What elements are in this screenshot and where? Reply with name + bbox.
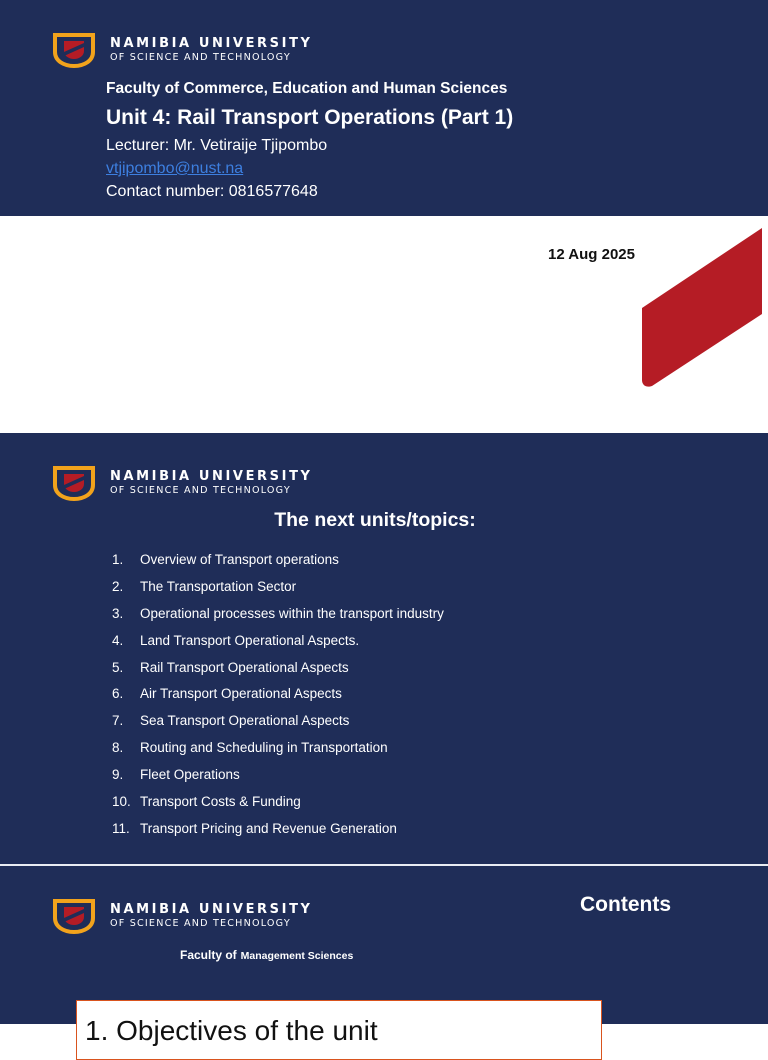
- topic-item: [112, 600, 444, 627]
- unit-title: Unit 4: Rail Transport Operations (Part 1): [106, 106, 514, 129]
- topic-number: 3.: [112, 605, 124, 621]
- topic-label: Land Transport Operational Aspects.: [140, 632, 360, 648]
- topic-number: 5.: [112, 659, 124, 675]
- topic-item: [112, 815, 444, 842]
- topic-item: [112, 761, 444, 788]
- topic-label: The Transportation Sector: [140, 578, 297, 594]
- logo-line-1: NAMIBIA UNIVERSITY: [110, 36, 313, 52]
- topic-number: 4.: [112, 632, 124, 648]
- topic-item: [112, 546, 444, 573]
- university-logo: [52, 32, 313, 68]
- email-link[interactable]: vtjipombo@nust.na: [106, 160, 244, 177]
- university-logo: [52, 898, 313, 934]
- topic-item: [112, 680, 444, 707]
- topic-label: Rail Transport Operational Aspects: [140, 659, 349, 675]
- red-parallelogram-decoration: [640, 228, 768, 388]
- lecturer-name: Lecturer: Mr. Vetiraije Tjipombo: [106, 137, 328, 154]
- topics-slide: [0, 433, 768, 864]
- logo-line-2: OF SCIENCE AND TECHNOLOGY: [110, 52, 291, 64]
- topic-label: Operational processes within the transport industry: [140, 605, 444, 621]
- shield-logo-icon: [52, 898, 96, 934]
- topic-number: 1.: [112, 551, 124, 567]
- title-slide-footer: [0, 216, 768, 433]
- topic-number: 10.: [112, 793, 131, 809]
- topic-label: Air Transport Operational Aspects: [140, 686, 342, 702]
- topic-list: [112, 546, 444, 842]
- title-slide-header: [0, 0, 768, 216]
- shield-logo-icon: [52, 465, 96, 501]
- faculty-sub: Management Sciences: [240, 950, 354, 962]
- topic-label: Fleet Operations: [140, 767, 240, 783]
- shield-logo-icon: [52, 32, 96, 68]
- logo-line-1: NAMIBIA UNIVERSITY: [110, 469, 313, 485]
- topic-item: [112, 707, 444, 734]
- topic-number: 8.: [112, 740, 124, 756]
- topic-number: 11.: [112, 820, 130, 836]
- contents-first-item: 1. Objectives of the unit: [85, 1015, 378, 1046]
- faculty-name: Faculty of Commerce, Education and Human Sciences: [106, 80, 508, 97]
- topic-label: Overview of Transport operations: [140, 551, 339, 567]
- contents-slide: [0, 866, 768, 1046]
- topic-item: [112, 654, 444, 681]
- topic-item: [112, 734, 444, 761]
- slide-date: 12 Aug 2025: [548, 246, 635, 263]
- faculty-prefix: Faculty of: [180, 948, 237, 962]
- topics-title: The next units/topics:: [274, 509, 476, 531]
- topic-item: [112, 627, 444, 654]
- faculty-label: [180, 948, 353, 962]
- topic-number: 7.: [112, 713, 124, 729]
- topic-number: 6.: [112, 686, 124, 702]
- topic-item: [112, 788, 444, 815]
- topic-number: 2.: [112, 578, 124, 594]
- logo-line-2: OF SCIENCE AND TECHNOLOGY: [110, 918, 291, 930]
- university-logo: [52, 465, 313, 501]
- topic-number: 9.: [112, 767, 124, 783]
- contact-number: Contact number: 0816577648: [106, 183, 318, 200]
- topic-item: [112, 573, 444, 600]
- logo-line-2: OF SCIENCE AND TECHNOLOGY: [110, 485, 291, 497]
- topic-label: Transport Costs & Funding: [140, 793, 301, 809]
- logo-line-1: NAMIBIA UNIVERSITY: [110, 902, 313, 918]
- topic-label: Routing and Scheduling in Transportation: [140, 740, 388, 756]
- topic-label: Sea Transport Operational Aspects: [140, 713, 350, 729]
- contents-box: [76, 1000, 602, 1060]
- topic-label: Transport Pricing and Revenue Generation: [140, 820, 397, 836]
- contents-title: Contents: [580, 893, 671, 916]
